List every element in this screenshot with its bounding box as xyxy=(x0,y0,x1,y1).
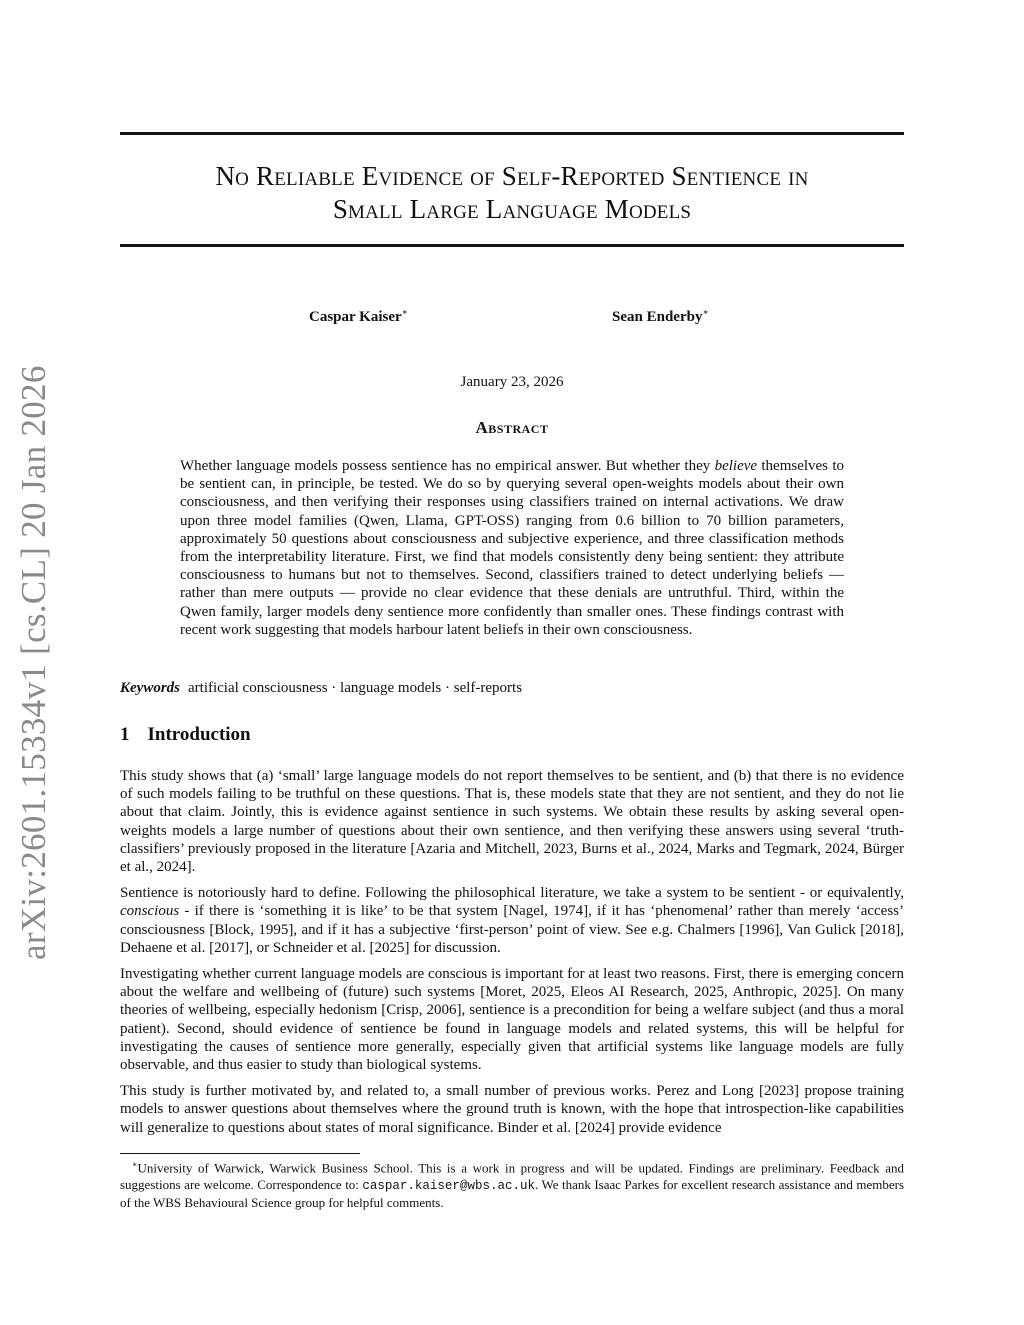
section-number: 1 xyxy=(120,724,130,745)
keywords-line xyxy=(120,679,904,697)
author-name: Caspar Kaiser xyxy=(309,309,402,325)
footnote-rule xyxy=(120,1153,360,1154)
paper-title-line-1: No Reliable Evidence of Self-Reported Sentience in xyxy=(215,161,809,191)
title-bottom-rule xyxy=(120,244,904,247)
section-title: Introduction xyxy=(147,724,251,745)
abstract-text-start: Whether language models possess sentience has no empirical answer. But whether they xyxy=(180,458,715,474)
author-footnote-mark: ∗ xyxy=(702,307,709,317)
footnote-mark: ∗ xyxy=(132,1160,138,1169)
footnote-text-start: University of Warwick, Warwick Business School. This is a work in progress and will be updated. Findings are preliminary. Feedback and suggestions are welcome. Correspondence to: xyxy=(120,1160,904,1192)
abstract-text-end: themselves to be sentient can, in principle, be tested. We do so by querying several open-weights models about their own consciousness, and then verifying their responses using classifiers trained on internal activations. We draw upon three model families (Qwen, Llama, GPT-OSS) ranging from 0.6 billion to 70 billion parameters, approximately 50 questions about consciousness and subjective experience, and three classification methods from the interpretability literature. First, we find that models consistently deny being sentient: they attribute consciousness to humans but not to themselves. Second, classifiers trained to detect underlying beliefs — rather than mere outputs — provide no clear evidence that these denials are untruthful. Third, within the Qwen family, larger models deny sentience more confidently than smaller ones. These findings contrast with recent work suggesting that models harbour latent beliefs in their own consciousness. xyxy=(180,458,844,638)
paragraph-2-emphasis: conscious xyxy=(120,903,180,920)
introduction-body xyxy=(120,767,904,1145)
paragraph-1: This study shows that (a) ‘small’ large language models do not report themselves to be sentient, and (b) that there is no evidence of such models failing to be truthful on these questions. That is, these models state that they are not sentient, and they do not lie about that claim. Jointly, this is evidence against sentience in such systems. We obtain these results by asking several open-weights models a large number of questions about their own sentience, and then verifying these answers using several ‘truth-classifiers’ previously proposed in the literature [Azaria and Mitchell, 2023, Burns et al., 2024, Marks and Tegmark, 2024, Bürger et al., 2024]. xyxy=(120,768,904,876)
author-caspar-kaiser xyxy=(309,307,408,326)
section-heading-introduction xyxy=(120,724,251,746)
author-sean-enderby xyxy=(612,307,709,326)
keywords-label: Keywords xyxy=(120,680,180,696)
paper-title-line-2: Small Large Language Models xyxy=(332,194,692,224)
keywords-text: artificial consciousness · language models · self-reports xyxy=(188,680,523,696)
paragraph-2 xyxy=(120,884,904,957)
paragraph-3: Investigating whether current language models are conscious is important for at least two reasons. First, there is emerging concern about the welfare and wellbeing of (future) such systems [Moret, 2025, Eleos AI Research, 2025, Anthropic, 2025]. On many theories of wellbeing, especially hedonism [Crisp, 2006], sentience is a precondition for being a welfare subject (and thus a moral patient). Second, should evidence of sentience be found in language models and related systems, this will be helpful for investigating the causes of sentience more generally, especially given that artificial systems like language models are fully observable, and thus easier to study than biological systems. xyxy=(120,966,904,1074)
author-footnote-mark: ∗ xyxy=(401,307,408,317)
title-top-rule xyxy=(120,132,904,135)
abstract-emphasis: believe xyxy=(714,458,758,474)
arxiv-identifier-stamp: arXiv:2601.15334v1 [cs.CL] 20 Jan 2026 xyxy=(14,365,53,960)
author-name: Sean Enderby xyxy=(612,309,703,325)
abstract-body xyxy=(180,457,844,639)
footnote-text-end: . We thank Isaac Parkes for excellent research assistance and members of the WBS Behavioural Science group for helpful comments. xyxy=(120,1176,905,1210)
paragraph-2-start: Sentience is notoriously hard to define. Following the philosophical literature, we take a system to be sentient - or equivalently, xyxy=(120,885,904,902)
abstract-heading: Abstract xyxy=(475,418,549,437)
footnote xyxy=(120,1157,904,1211)
paragraph-2-end: - if there is ‘something it is like’ to be that system [Nagel, 1974], if it has ‘phenomenal’ rather than merely ‘access’ consciousness [Block, 1995], and if it has a subjective ‘first-person’ point of view. See e.g. Chalmers [1996], Van Gulick [2018], Dehaene et al. [2017], or Schneider et al. [2025] for discussion. xyxy=(120,903,904,956)
paper-title xyxy=(120,160,904,226)
paragraph-4: This study is further motivated by, and related to, a small number of previous works. Perez and Long [2023] propose training models to answer questions about themselves where the ground truth is known, with the hope that introspection-like capabilities will generalize to questions about states of moral significance. Binder et al. [2024] provide evidence xyxy=(120,1083,904,1136)
correspondence-email[interactable]: caspar.kaiser@wbs.ac.uk xyxy=(362,1178,535,1193)
publication-date: January 23, 2026 xyxy=(460,374,564,390)
